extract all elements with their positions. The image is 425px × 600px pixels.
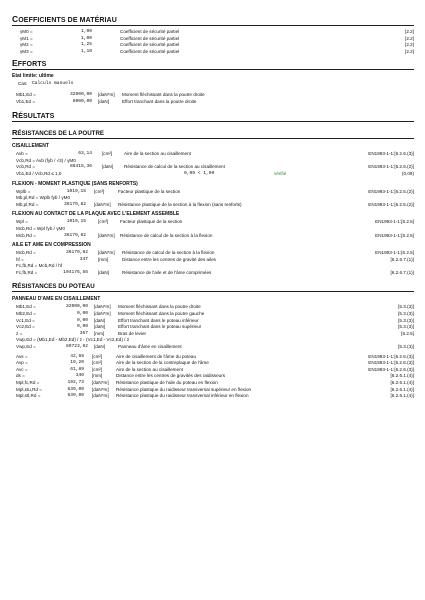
row-description: Aire de la section de la contreplaque de l'âme xyxy=(116,360,209,366)
row-value: 36179,82 xyxy=(65,250,88,256)
row-symbol: ds = xyxy=(16,373,25,379)
row-unit: [cm³] xyxy=(98,219,109,225)
row-unit: [daN] xyxy=(98,269,109,275)
row-description: Distance entre les centres de gravités des raidisseurs xyxy=(116,373,226,379)
row-unit: [daN*m] xyxy=(98,232,115,238)
row-description: Résistance plastique du raidisseur transversal supérieur en flexion xyxy=(116,386,252,392)
row-description: Moment fléchissant dans la poutre droite xyxy=(122,91,205,97)
data-row xyxy=(12,49,414,56)
row-unit: [mm] xyxy=(94,330,105,336)
row-description: Bras de levier xyxy=(118,330,147,336)
data-row xyxy=(12,29,414,36)
row-value: 0,00 xyxy=(76,324,88,330)
row-unit: [cm²] xyxy=(92,353,103,359)
row-value: 1,10 xyxy=(80,48,92,54)
row-symbol: Vb1,Ed = xyxy=(16,98,36,104)
row-value: 0,00 xyxy=(76,317,88,323)
row-reference: [5.3.(3)] xyxy=(398,324,414,330)
data-row xyxy=(12,324,414,331)
data-row xyxy=(12,393,414,400)
row-description: Distance entre les centres de gravité des ailes xyxy=(122,256,216,262)
row-reference: EN1993-1-1:[6.2.5] xyxy=(375,219,414,225)
row-unit: [cm³] xyxy=(94,188,105,194)
row-value: 357 xyxy=(79,330,88,336)
row-value: 42,69 xyxy=(70,353,84,359)
row-symbol: Fc,fb,Rd = Mcb,Rd / hf xyxy=(16,263,63,269)
row-value: 36179,82 xyxy=(63,201,86,207)
row-unit: [mm] xyxy=(92,373,103,379)
row-reference: EN1993-1-1:[6.2.5] xyxy=(375,250,414,256)
row-reference: [2.2] xyxy=(405,29,414,34)
row-unit: [daN*m] xyxy=(98,91,115,97)
row-value: 639,00 xyxy=(67,386,84,392)
row-symbol: γM2 = xyxy=(20,42,33,48)
row-symbol: Mb1,Ed = xyxy=(16,91,36,97)
section-title-materiau: COEFFICIENTS DE MATÉRIAU xyxy=(12,14,414,26)
row-description: Panneau d'âme en cisaillement xyxy=(118,344,182,350)
row-symbol: Mpl,stu,Rd = xyxy=(16,386,42,392)
data-row xyxy=(12,151,414,158)
row-reference: [5.3.(3)] xyxy=(398,311,414,317)
row-reference: [6.2.6.1.(4)] xyxy=(390,386,414,392)
row-symbol: Wpl = xyxy=(16,219,28,225)
row-value: 192,73 xyxy=(67,380,84,385)
row-symbol: Mcb,Rd = xyxy=(16,250,36,256)
row-unit: [cm²] xyxy=(102,151,113,157)
row-unit: [daN*m] xyxy=(94,304,111,310)
cisaillement-check: Vb1,Ed / Vcb,Rd ≤ 1,0 0,09 < 1,00 vérifié (0,09) xyxy=(16,170,414,176)
row-value: 1019,15 xyxy=(66,188,86,194)
data-row xyxy=(12,263,414,270)
row-description: Résistance de calcul de la section au cisaillement xyxy=(124,164,225,170)
row-description: Aire de la section au cisaillement xyxy=(124,151,191,157)
row-symbol: γM1 = xyxy=(20,35,33,41)
data-row xyxy=(12,195,414,202)
row-symbol: Mb2,Ed = xyxy=(16,311,36,317)
data-row xyxy=(12,189,414,196)
row-description: Résistance plastique du raidisseur transversal inférieur en flexion xyxy=(116,393,249,399)
data-row xyxy=(12,99,414,106)
row-description: Effort tranchant dans la poutre droite xyxy=(122,98,197,104)
row-reference: EN1993-1-1:[6.2.6.(3)] xyxy=(368,366,414,372)
row-description: Facteur plastique de la section xyxy=(120,219,183,225)
row-symbol: Mcb,Rd = xyxy=(16,232,36,238)
row-value: 1,25 xyxy=(80,42,92,48)
row-reference: [2.2] xyxy=(405,42,414,48)
row-value: 8000,00 xyxy=(72,98,92,104)
row-reference: EN1993-1-1:[6.2.6.(2)] xyxy=(368,164,414,170)
data-row xyxy=(12,311,414,318)
row-unit: [daN*m] xyxy=(92,393,109,399)
row-description: Effort tranchant dans le poteau supérieur xyxy=(118,324,202,330)
data-row xyxy=(12,380,414,387)
row-description: Résistance plastique de l'aile du poteau en flexion xyxy=(116,380,218,385)
row-reference: [6.2.6.1.(4)] xyxy=(390,373,414,379)
row-reference: EN1993-1-1:[6.2.6.(3)] xyxy=(368,353,414,359)
row-symbol: Vwp,Ed = xyxy=(16,344,36,350)
row-description: Coefficient de sécurité partiel xyxy=(120,48,180,54)
row-reference: [6.2.5] xyxy=(401,330,414,336)
row-value: 36179,82 xyxy=(63,232,86,238)
row-value: 63,14 xyxy=(78,151,92,157)
row-unit: [daN*m] xyxy=(94,201,111,207)
row-unit: [daN] xyxy=(98,98,109,104)
cas-line: Cas: Calculs manuels xyxy=(18,81,74,87)
data-row xyxy=(12,373,414,380)
row-value: 61,89 xyxy=(70,366,84,372)
row-reference: [6.2.6.1.(4)] xyxy=(390,393,414,399)
row-unit: [daN*m] xyxy=(92,386,109,392)
row-symbol: Mb1,Ed = xyxy=(16,304,36,310)
row-value: 32000,00 xyxy=(69,91,92,97)
data-row xyxy=(12,233,414,240)
section-title-resultats: RÉSULTATS xyxy=(12,110,414,122)
row-unit: [mm] xyxy=(98,256,109,262)
row-symbol: Mpl,fc,Rd = xyxy=(16,380,40,385)
row-description: Résistance de calcul de la section à la flexion xyxy=(120,232,213,238)
row-unit: [cm²] xyxy=(92,366,103,372)
row-symbol: Vcb,Rd = Avb (fyb / √3) / γM0 xyxy=(16,157,76,163)
panneau-title: PANNEAU D'AME EN CISAILLEMENT xyxy=(12,296,101,303)
row-unit: [daN] xyxy=(94,324,105,330)
row-unit: [daN*m] xyxy=(94,311,111,317)
section-title-poutre: RÉSISTANCES DE LA POUTRE xyxy=(12,128,414,139)
row-reference: [2.2] xyxy=(405,35,414,41)
data-row xyxy=(12,367,414,374)
aile-title: AILE ET AME EN COMPRESSION xyxy=(12,242,91,249)
row-value: 0,00 xyxy=(76,311,88,317)
row-reference: [6.2.6.1.(4)] xyxy=(390,380,414,385)
data-row xyxy=(12,226,414,233)
row-symbol: Vc1,Ed = xyxy=(16,317,35,323)
row-unit: [daN] xyxy=(94,344,105,350)
row-unit: [daN] xyxy=(94,317,105,323)
row-description: Aire de cisaillement de l'âme du poteau xyxy=(116,353,197,359)
row-symbol: Avs = xyxy=(16,353,28,359)
row-symbol: Wplb = xyxy=(16,188,31,194)
data-row xyxy=(12,219,414,226)
section-title-poteau: RÉSISTANCES DU POTEAU xyxy=(12,281,414,292)
row-reference: [6.2.6.7.(1)] xyxy=(390,269,414,275)
row-description: Coefficient de sécurité partiel xyxy=(120,35,180,41)
row-unit: [daN*m] xyxy=(98,250,115,256)
row-description: Résistance de l'aile et de l'âme comprimées xyxy=(122,269,212,275)
row-symbol: γM0 = xyxy=(20,29,33,34)
etat-limite: Etat limite: ultime xyxy=(12,73,54,80)
cisaillement-title: CISAILLEMENT xyxy=(12,143,49,150)
row-description: Effort tranchant dans le poteau inférieur xyxy=(118,317,199,323)
row-reference: EN1993-1-1:[6.2.6.(3)] xyxy=(368,360,414,366)
row-reference: [5.3.(3)] xyxy=(398,304,414,310)
data-row xyxy=(12,318,414,325)
row-reference: [6.2.6.7.(1)] xyxy=(390,256,414,262)
data-row xyxy=(12,92,414,99)
row-value: 340 xyxy=(75,373,84,379)
row-symbol: Fc,fb,Rd = xyxy=(16,269,38,275)
check-status-ok: vérifié xyxy=(274,170,287,176)
data-row xyxy=(12,331,414,338)
data-row xyxy=(12,257,414,264)
row-unit: [daN] xyxy=(102,164,113,170)
data-row xyxy=(12,344,414,351)
data-row xyxy=(12,202,414,209)
row-reference: EN1993-1-1:[6.2.5.(2)] xyxy=(368,188,414,194)
row-description: Moment fléchissant dans la poutre droite xyxy=(118,304,201,310)
row-description: Facteur plastique de la section xyxy=(118,188,181,194)
row-symbol: Mcb,Rd = Wpl fyb / γM0 xyxy=(16,225,65,231)
row-reference: EN1993-1-1:[6.2.5.(2)] xyxy=(368,201,414,207)
row-symbol: Mpl,stl,Rd = xyxy=(16,393,41,399)
data-row xyxy=(12,36,414,43)
row-symbol: hf = xyxy=(16,256,24,262)
data-row xyxy=(12,270,414,277)
data-row xyxy=(12,360,414,367)
row-description: Coefficient de sécurité partiel xyxy=(120,29,180,34)
flexion-title: FLEXION - MOMENT PLASTIQUE (SANS RENFORTS) xyxy=(12,180,138,187)
row-value: 88415,36 xyxy=(69,164,92,170)
row-value: 1,00 xyxy=(80,35,92,41)
row-value: 1019,15 xyxy=(66,219,86,225)
row-reference: EN1993-1-1:[6.2.5] xyxy=(375,232,414,238)
row-reference: [5.3.(3)] xyxy=(398,317,414,323)
row-value: 1,00 xyxy=(80,29,92,34)
page xyxy=(12,14,414,400)
row-unit: [cm²] xyxy=(92,360,103,366)
data-row xyxy=(12,42,414,49)
row-value: 347 xyxy=(79,256,88,262)
data-row xyxy=(12,164,414,171)
row-reference: EN1993-1-1:[6.2.6.(3)] xyxy=(368,151,414,157)
row-symbol: Avb = xyxy=(16,151,28,157)
row-symbol: γM3 = xyxy=(20,48,33,54)
row-description: Résistance plastique de la section à la flexion (sans renforts) xyxy=(118,201,242,207)
row-unit: [daN*m] xyxy=(92,380,109,385)
row-reference: [2.2] xyxy=(405,48,414,54)
row-value: 32000,00 xyxy=(65,304,88,310)
section-title-efforts: EFFORTS xyxy=(12,58,414,70)
row-symbol: Vwp,Ed = (Mb1,Ed - Mb2,Ed) / z - (Vc1,Ed - Vc2,Ed) / 2 xyxy=(16,337,130,343)
row-symbol: Vc2,Ed = xyxy=(16,324,35,330)
row-symbol: Mb,pl,Rd = xyxy=(16,201,39,207)
row-symbol: Vcb,Rd = xyxy=(16,164,36,170)
row-symbol: Avp = xyxy=(16,360,28,366)
row-symbol: z = xyxy=(16,330,23,336)
row-description: Moment fléchissant dans la poutre gauche xyxy=(118,311,205,317)
row-symbol: Mb,pl,Rd = Wplb fyb / γM0 xyxy=(16,195,70,201)
row-description: Coefficient de sécurité partiel xyxy=(120,42,180,48)
row-reference: [5.3.(3)] xyxy=(398,344,414,350)
row-symbol: Avc = xyxy=(16,366,28,372)
row-value: 19,20 xyxy=(70,360,84,366)
row-value: 639,00 xyxy=(67,393,84,399)
row-value: 104176,56 xyxy=(63,269,88,275)
contact-title: FLEXION AU CONTACT DE LA PLAQUE AVEC L'ELEMENT ASSEMBLE xyxy=(12,211,180,218)
row-value: 89723,82 xyxy=(65,344,88,350)
data-row xyxy=(12,250,414,257)
data-row xyxy=(12,304,414,311)
row-description: Résistance de calcul de la section à la flexion xyxy=(122,250,215,256)
row-description: Aire de la section au cisaillement xyxy=(116,366,183,372)
